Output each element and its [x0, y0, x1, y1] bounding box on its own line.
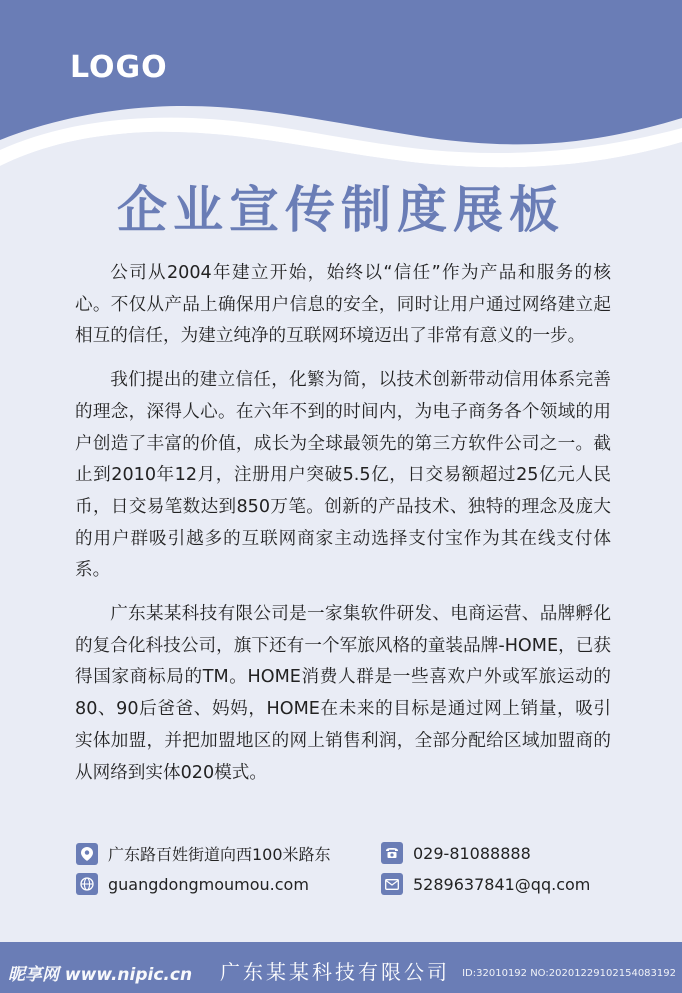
logo: LOGO: [70, 50, 168, 85]
paragraph: 公司从2004年建立开始，始终以“信任”作为产品和服务的核心。不仅从产品上确保用户信息的安全，同时让用户通过网络建立起相互的信任，为建立纯净的互联网环境迈出了非常有意义的一步。: [75, 263, 611, 347]
email-item: [381, 873, 590, 895]
phone-icon: [381, 842, 403, 864]
paragraph: 我们提出的建立信任，化繁为简，以技术创新带动信用体系完善的理念，深得人心。在六年不到的时间内，为电子商务各个领域的用户创造了丰富的价值，成长为全球最领先的第三方软件公司之一。截止到2010年12月，注册用户突破5.5亿，日交易额超过25亿元人民币，日交易笔数达到850万笔。创新的产品技术、独特的理念及庞大的用户群吸引越多的互联网商家主动选择支付宝作为其在线支付体系。: [75, 370, 611, 581]
phone-item: [381, 842, 531, 864]
website-item: [76, 873, 309, 895]
address-text: 广东路百姓街道向西100米路东: [108, 845, 331, 864]
page-title: 企业宣传制度展板: [117, 181, 565, 239]
email-text: 5289637841@qq.com: [413, 874, 591, 894]
footer-company-name: 广东某某科技有限公司: [220, 960, 450, 984]
mail-icon: [381, 873, 403, 895]
address-item: [76, 842, 331, 865]
phone-text: 029-81088888: [413, 843, 531, 863]
globe-icon: [76, 873, 98, 895]
paragraph: 广东某某科技有限公司是一家集软件研发、电商运营、品牌孵化的复合化科技公司，旗下还有一个军旅风格的童装品牌-HOME，已获得国家商标局的TM。HOME消费人群是一些喜欢户外或军旅运动的80、90后爸爸、妈妈，HOME在未来的目标是通过网上销量，吸引实体加盟，并把加盟地区的网上销售利润，全部分配给区域加盟商的从网络到实体020模式。: [75, 604, 611, 783]
body-text: [75, 258, 611, 801]
watermark-id: ID:32010192 NO:20201229102154083192: [462, 968, 676, 979]
footer-bar: [0, 942, 682, 993]
location-pin-icon: [76, 843, 98, 865]
watermark-logo: 昵享网 www.nipic.cn: [8, 965, 193, 985]
website-text: guangdongmoumou.com: [108, 874, 309, 894]
